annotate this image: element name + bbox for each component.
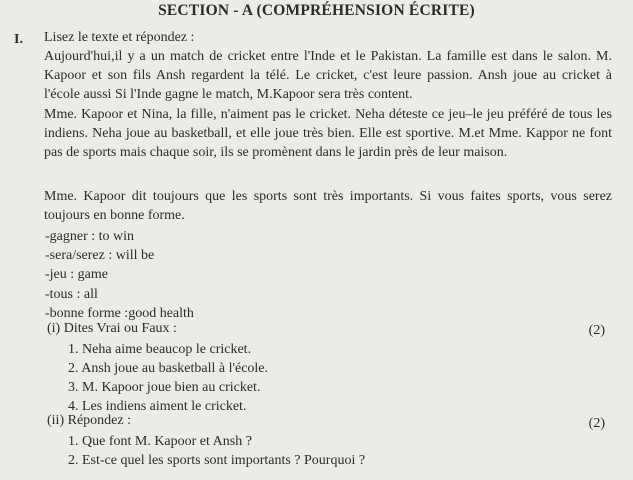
vocabulary-list bbox=[45, 227, 194, 323]
part2-items bbox=[68, 432, 365, 470]
vocab-item: -sera/serez : will be bbox=[45, 248, 155, 264]
part2-heading: (ii) Répondez : bbox=[47, 413, 131, 428]
vocab-item: -bonne forme :good health bbox=[45, 305, 194, 321]
true-false-item: 1. Neha aime beaucop le cricket. bbox=[68, 342, 252, 357]
vocab-item: -jeu : game bbox=[45, 267, 108, 283]
question-number: I. bbox=[14, 32, 23, 47]
part1-items bbox=[68, 340, 268, 416]
answer-question-item: 1. Que font M. Kapoor et Ansh ? bbox=[68, 434, 252, 449]
answer-question-item: 2. Est-ce quel les sports sont importants ? Pourquoi ? bbox=[68, 453, 366, 468]
part2-marks: (2) bbox=[588, 416, 605, 431]
true-false-item: 3. M. Kapoor joue bien au cricket. bbox=[68, 380, 261, 395]
part1-heading: (i) Dites Vrai ou Faux : bbox=[47, 321, 177, 336]
passage-paragraph-1: Aujourd'hui,il y a un match de cricket entre l'Inde et le Pakistan. La famille est dans le salon. M. Kapoor et son fils Ansh regardent la télé. Le cricket, c'est leure passion. Ansh joue au cricket à l'école aussi Si l'Inde gagne le match, M.Kapoor sera très content. bbox=[44, 49, 612, 102]
section-title: SECTION - A (COMPRÉHENSION ÉCRITE) bbox=[158, 2, 475, 19]
vocab-item: -tous : all bbox=[45, 286, 98, 302]
vocab-item: -gagner : to win bbox=[45, 229, 135, 244]
instruction: Lisez le texte et répondez : bbox=[44, 30, 195, 45]
true-false-item: 4. Les indiens aiment le cricket. bbox=[68, 399, 247, 414]
true-false-item: 2. Ansh joue au basketball à l'école. bbox=[68, 361, 269, 376]
passage-paragraph-2: Mme. Kapoor et Nina, la fille, n'aiment pas le cricket. Neha déteste ce jeu–le jeu préféré de tous les indiens. Neha joue au basketball, et elle joue très bien. Elle est sportive. M.et Mme. Kappor ne font pas de sports mais chaque soir, ils se promènent dans le jardin près de leur maison. bbox=[44, 107, 612, 160]
part1-marks: (2) bbox=[588, 323, 605, 338]
passage-paragraph-3: Mme. Kapoor dit toujours que les sports sont très importants. Si vous faites sports, vous serez toujours en bonne forme. bbox=[44, 189, 612, 223]
